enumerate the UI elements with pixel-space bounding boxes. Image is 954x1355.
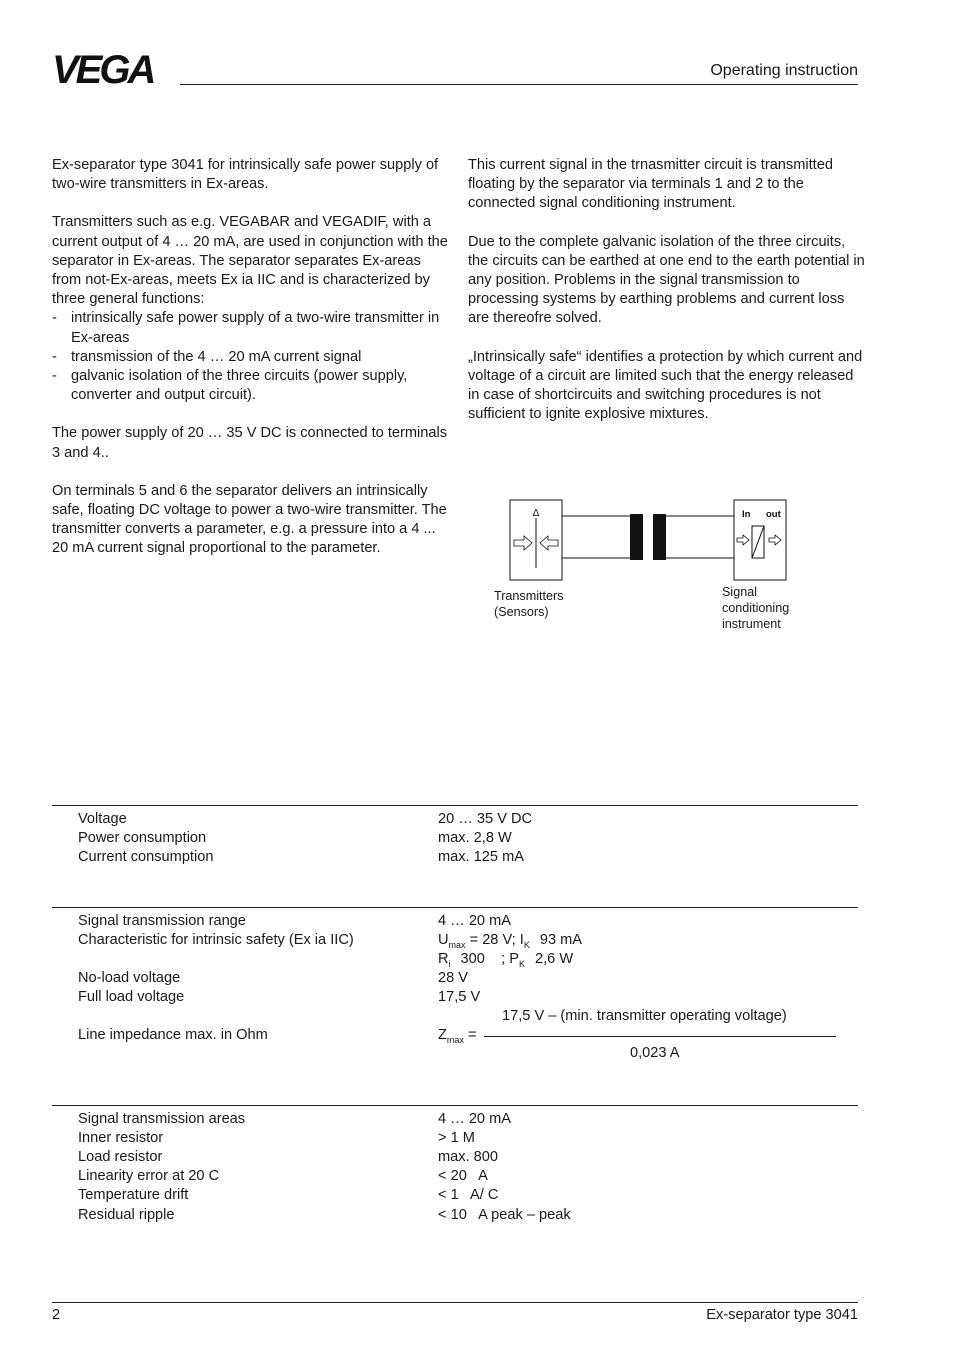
line-impedance-label: Line impedance max. in Ohm <box>78 1027 268 1043</box>
inner-resistor-label: Inner resistor <box>78 1130 164 1146</box>
load-resistor-label: Load resistor <box>78 1149 163 1165</box>
functions-paragraph: Transmitters such as e.g. VEGABAR and VEGADIF, with a current output of 4 … 20 mA, are used in conjunction with the separator in Ex-areas. The separator separates Ex-areas from not-Ex-areas, meets Ex ia IIC and is characterized by three general functions: <box>52 214 448 308</box>
range-value: 4 … 20 mA <box>438 913 511 929</box>
full-load-voltage-label: Full load voltage <box>78 989 185 1005</box>
temperature-drift-value: < 1 A/ C <box>438 1187 499 1203</box>
load-resistor-value: max. 800 <box>438 1149 499 1165</box>
separator-block-right <box>653 514 666 560</box>
voltage-label: Voltage <box>78 811 127 827</box>
signal-paragraph: This current signal in the trnasmitter circuit is transmitted floating by the separator via terminals 1 and 2 to the connected signal conditioning instrument. <box>468 157 833 212</box>
residual-ripple-label: Residual ripple <box>78 1207 175 1223</box>
power-consumption-value: max. 2,8 W <box>438 830 512 846</box>
characteristic-value-r: $R_i$ 300 ; $P_K$ 2,6 W <box>438 951 574 969</box>
isolation-paragraph: Due to the complete galvanic isolation of the three circuits, the circuits can be earthed at one end to the earth potential in any position. Problems in the signal transmission to processing systems by earthing problems and current loss are thereofre solved. <box>468 233 865 327</box>
section-rule <box>52 805 858 806</box>
list-item: - galvanic isolation of the three circuits (power supply, converter and output circuit). <box>52 367 452 405</box>
out-label: out <box>766 509 781 520</box>
in-label: In <box>742 509 751 520</box>
temperature-drift-label: Temperature drift <box>78 1187 189 1203</box>
formula-numerator: 17,5 V – (min. transmitter operating voltage) <box>502 1008 787 1024</box>
list-item: - intrinsically safe power supply of a two-wire transmitter in Ex-areas <box>52 309 452 347</box>
out-arrow-icon <box>769 535 781 545</box>
voltage-value: 20 … 35 V DC <box>438 811 533 827</box>
current-consumption-value: max. 125 mA <box>438 849 524 865</box>
delta-symbol: Δ <box>532 508 540 519</box>
transmitter-caption: Transmitters (Sensors) <box>494 589 564 619</box>
linearity-error-value: < 20 A <box>438 1168 488 1184</box>
formula-denominator: 0,023 A <box>630 1045 680 1061</box>
section-rule <box>52 1105 858 1106</box>
svg-text:VEGA: VEGA <box>52 52 154 86</box>
linearity-error-label: Linearity error at 20 C <box>78 1168 220 1184</box>
functions-list <box>52 309 452 405</box>
line-impedance-formula: $Z_{max}$ = <box>438 1027 477 1045</box>
intrinsic-safety-paragraph: „Intrinsically safe“ identifies a protection by which current and voltage of a circuit are limited such that the energy released in case of shortcircuits and switching procedures is not sufficient to ignite explosive mixtures. <box>468 348 863 423</box>
arrow-right-icon <box>514 536 532 550</box>
block-diagram <box>490 496 820 636</box>
no-load-voltage-value: 28 V <box>438 970 469 986</box>
diagram-graphic <box>490 496 820 596</box>
terminals-paragraph: On terminals 5 and 6 the separator delivers an intrinsically safe, floating DC voltage to power a two-wire transmitter. The transmitter converts a parameter, e.g. a pressure into a 4 ... 20 mA current signal proportional to the parameter. <box>52 482 447 557</box>
arrow-left-icon <box>540 536 558 550</box>
instrument-caption: Signal conditioning instrument <box>722 585 790 631</box>
inner-resistor-value: > 1 M <box>438 1130 475 1146</box>
header-title: Operating instruction <box>710 62 858 79</box>
footer-title: Ex-separator type 3041 <box>706 1307 858 1323</box>
residual-ripple-value: < 10 A peak – peak <box>438 1207 571 1223</box>
header-rule <box>180 84 858 85</box>
characteristic-value-u: $U_{max} = 28$ V; $I_K$ 93 mA <box>438 932 583 950</box>
right-column <box>468 156 868 443</box>
page-number: 2 <box>52 1307 61 1323</box>
transmission-areas-label: Signal transmission areas <box>78 1111 246 1127</box>
converter-diagonal <box>752 526 764 558</box>
in-arrow-icon <box>737 535 749 545</box>
footer-rule <box>52 1302 858 1303</box>
separator-block-left <box>630 514 643 560</box>
no-load-voltage-label: No-load voltage <box>78 970 181 986</box>
current-consumption-label: Current consumption <box>78 849 214 865</box>
full-load-voltage-value: 17,5 V <box>438 989 481 1005</box>
section-rule <box>52 907 858 908</box>
power-consumption-label: Power consumption <box>78 830 207 846</box>
power-paragraph: The power supply of 20 … 35 V DC is connected to terminals 3 and 4.. <box>52 425 448 461</box>
transmission-areas-value: 4 … 20 mA <box>438 1111 511 1127</box>
formula-fraction-line <box>484 1036 836 1037</box>
intro-paragraph: Ex-separator type 3041 for intrinsically safe power supply of two-wire transmitters in Ex-areas. <box>52 157 439 193</box>
vega-logo <box>52 52 172 86</box>
left-column <box>52 156 452 578</box>
characteristic-label: Characteristic for intrinsic safety (Ex ia IIC) <box>78 932 354 948</box>
list-item: - transmission of the 4 … 20 mA current signal <box>52 348 452 367</box>
range-label: Signal transmission range <box>78 913 246 929</box>
